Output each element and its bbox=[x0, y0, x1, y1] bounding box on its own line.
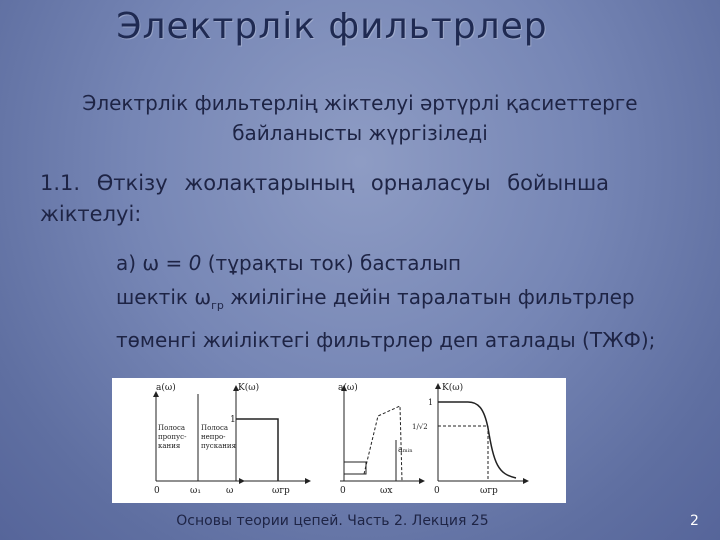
graph4-real-curve bbox=[438, 402, 516, 478]
subtitle bbox=[60, 88, 660, 148]
item-rest: (тұрақты ток) басталып bbox=[201, 251, 462, 275]
item-a-line-1 bbox=[116, 246, 696, 280]
item-a-line-2 bbox=[116, 280, 696, 323]
graph1-ylabel: a(ω) bbox=[156, 383, 176, 393]
item-line2-a: шектік ω bbox=[116, 285, 212, 309]
graph2-ideal-curve bbox=[236, 419, 278, 481]
graph1-omega: ω bbox=[226, 486, 234, 496]
graph2-ylabel: K(ω) bbox=[238, 383, 260, 393]
page-number: 2 bbox=[690, 513, 699, 529]
subtitle-line-1: Электрлік фильтерлің жіктелуі әртүрлі қасиеттерге bbox=[82, 91, 638, 115]
item-a-line-3: төменгі жиіліктегі фильтрлер деп аталады (ТЖФ); bbox=[116, 328, 656, 352]
graph4-tick-one: 1 bbox=[428, 398, 434, 407]
graph3-omega-x: ωх bbox=[380, 486, 393, 496]
omega-symbol: ω bbox=[142, 251, 160, 275]
filter-graphs-svg bbox=[112, 378, 566, 503]
graph4-omega-tr: ωгр bbox=[480, 486, 498, 496]
band-left-1: Полоса bbox=[158, 424, 186, 432]
item-prefix: а) bbox=[116, 251, 143, 275]
item-line2-b: жиілігіне дейін таралатын фильтрлер bbox=[223, 285, 635, 309]
band-right-3: пускания bbox=[201, 442, 236, 450]
graph1-omega1: ω₁ bbox=[190, 486, 201, 496]
graph4-tick-sqrt: 1/√2 bbox=[412, 423, 428, 431]
graph2-omega-tr: ωгр bbox=[272, 486, 290, 496]
item-line2-sub: гр bbox=[211, 299, 224, 312]
item-a bbox=[116, 246, 696, 357]
band-left-3: кания bbox=[158, 442, 181, 450]
footer-text: Основы теории цепей. Часть 2. Лекция 25 bbox=[176, 513, 489, 529]
subtitle-line-2: байланысты жүргізіледі bbox=[232, 121, 488, 145]
graph3-amin: aₘᵢₙ bbox=[398, 445, 413, 454]
band-left-2: пропус- bbox=[158, 433, 187, 441]
item-zero: 0 bbox=[188, 251, 202, 275]
graph1-zero: 0 bbox=[154, 486, 160, 496]
graph2-tick-one: 1 bbox=[230, 415, 236, 425]
section-heading bbox=[40, 168, 680, 230]
graph3-dashed-curve bbox=[344, 406, 402, 481]
section-line-2: жіктелуі: bbox=[40, 202, 142, 226]
band-right-1: Полоса bbox=[201, 424, 229, 432]
slide-title: Электрлік фильтрлер bbox=[116, 6, 548, 47]
graph3-zero: 0 bbox=[340, 486, 346, 496]
band-right-2: непро- bbox=[201, 433, 226, 441]
graph4-zero: 0 bbox=[434, 486, 440, 496]
graph3-passband-box bbox=[344, 462, 366, 474]
filter-characteristics-figure bbox=[112, 378, 566, 503]
graph3-ylabel: a(ω) bbox=[338, 383, 358, 393]
item-eq: = bbox=[159, 251, 189, 275]
graph4-ylabel: K(ω) bbox=[442, 383, 464, 393]
section-line-1: 1.1. Өткізу жолақтарының орналасуы бойынша bbox=[40, 171, 610, 195]
